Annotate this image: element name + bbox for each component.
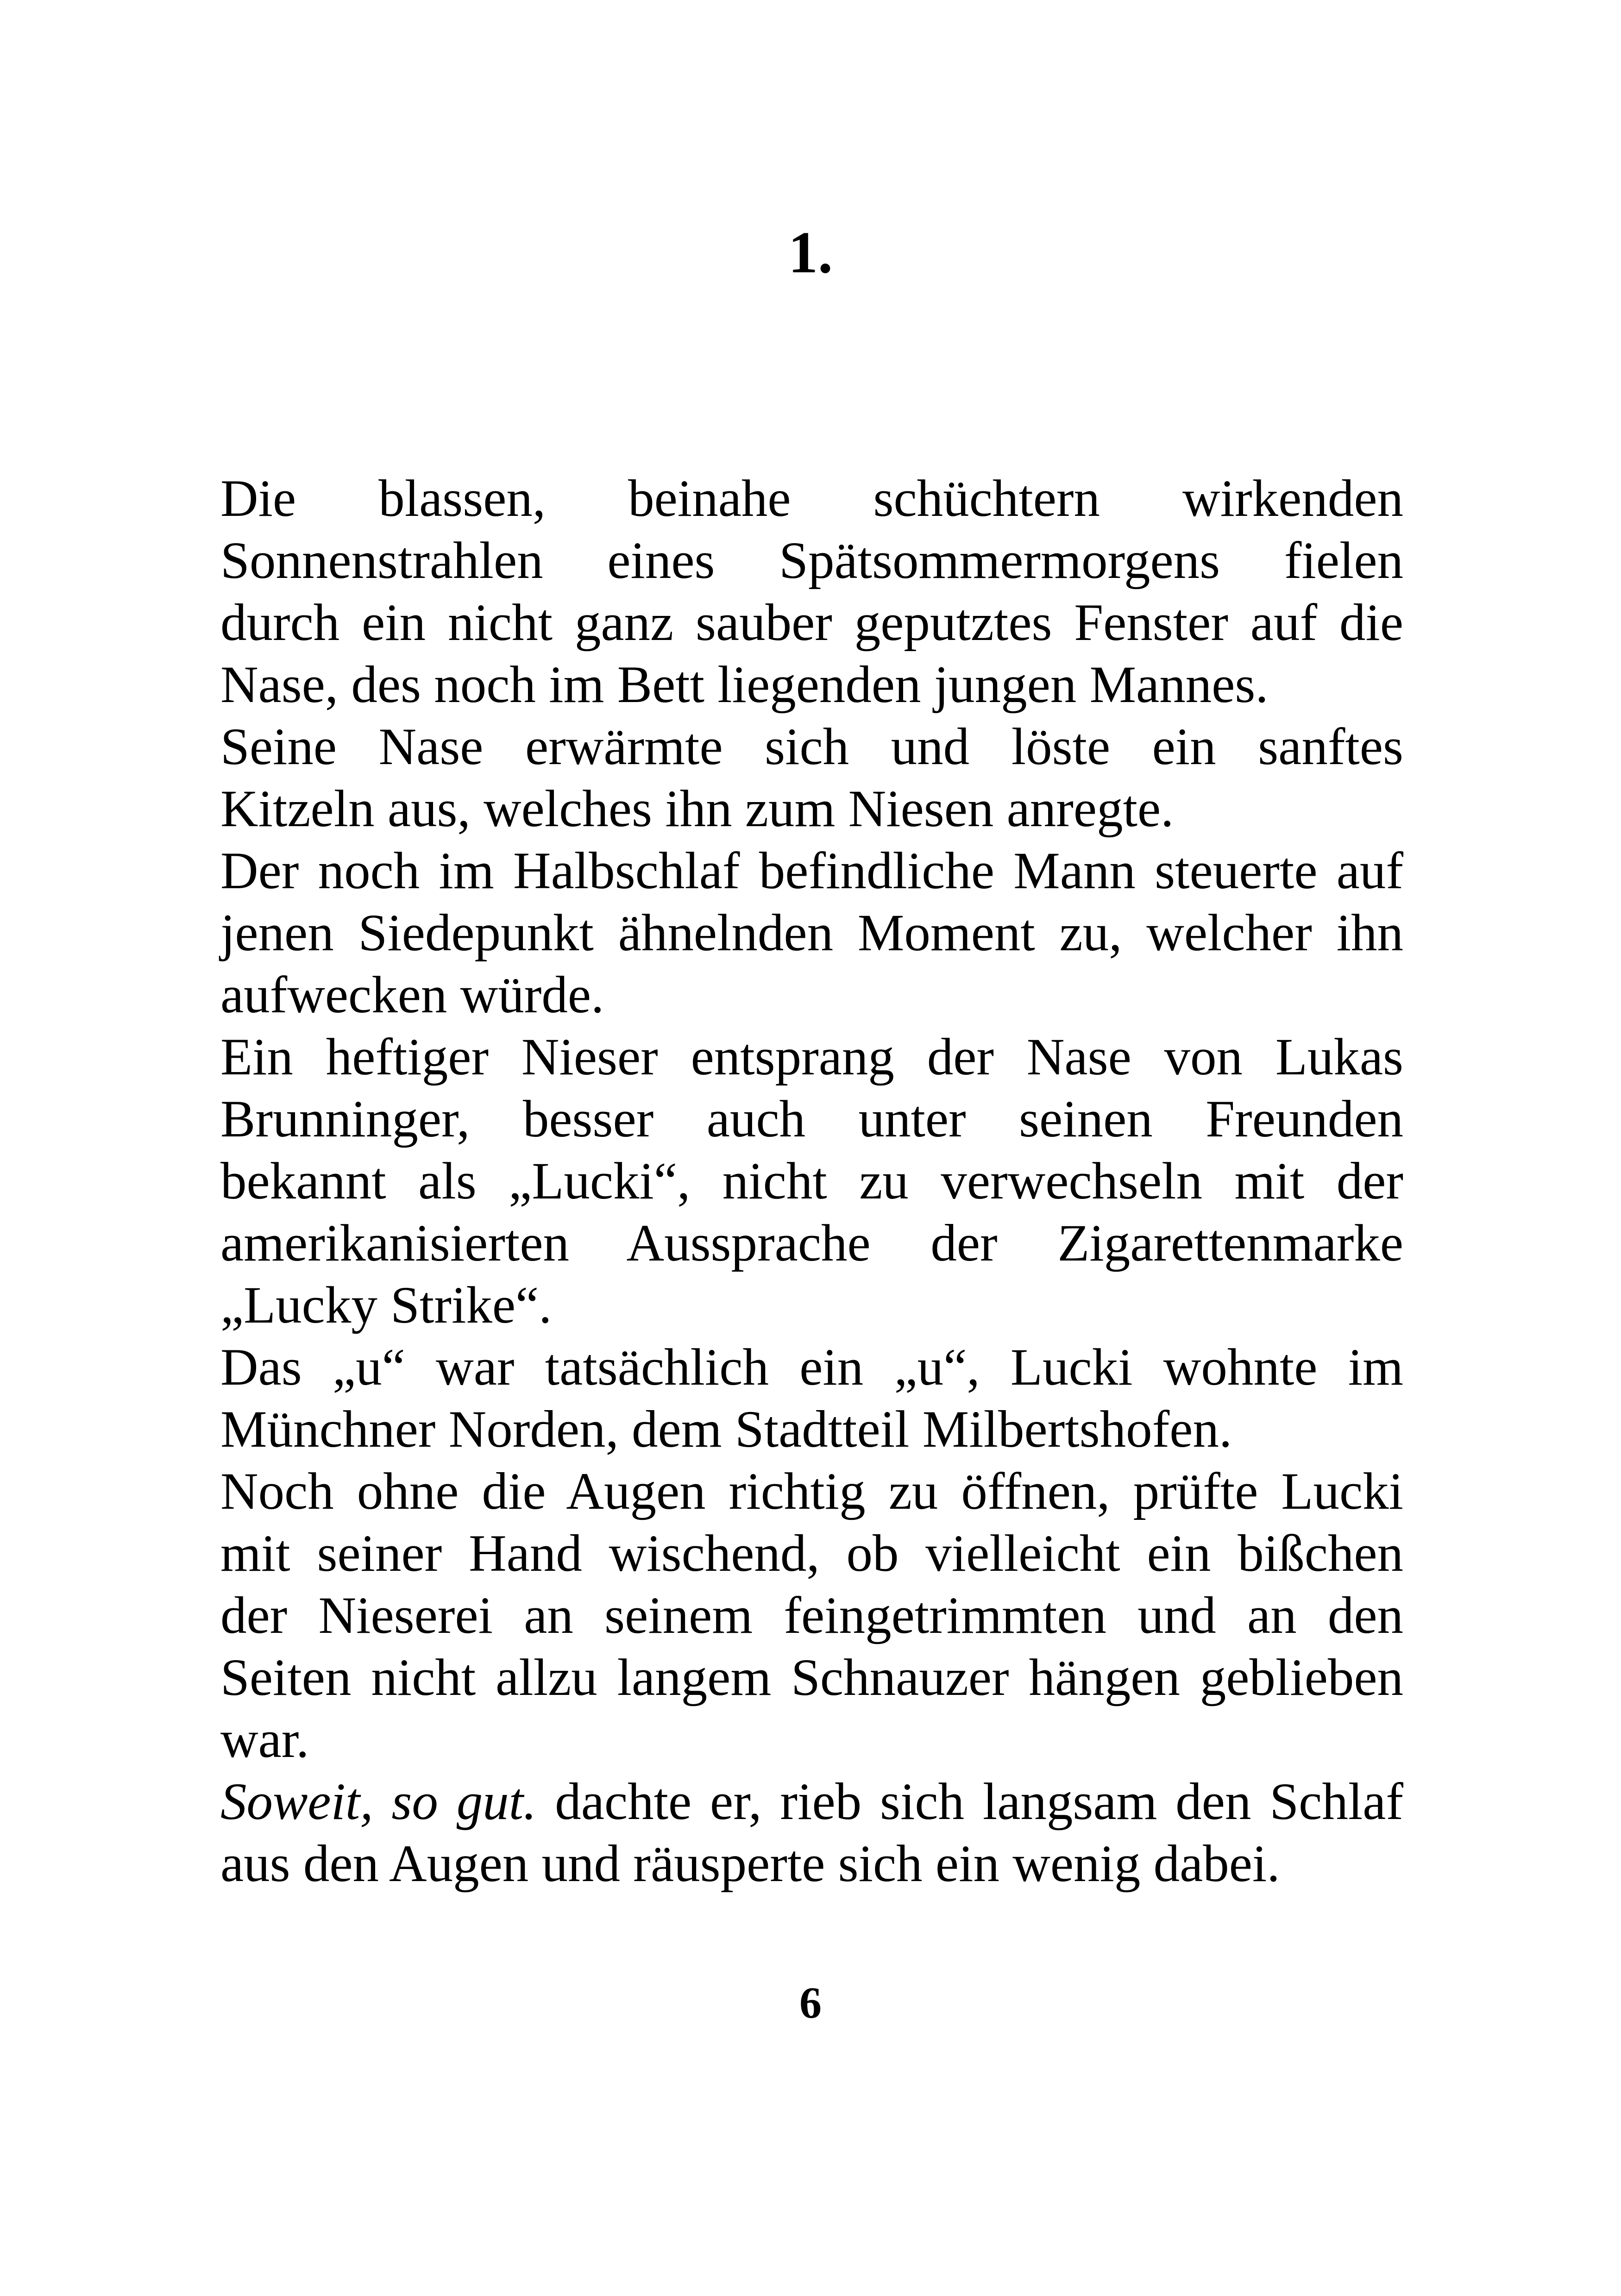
text-line: Kitzeln aus, welches ihn zum Niesen anregte. [220, 780, 1174, 838]
text-line: der Nieserei an seinem feingetrimmten und an den [220, 1587, 1403, 1644]
text-line: bekannt als „Lucki“, nicht zu verwechseln mit der [220, 1152, 1403, 1210]
text-line: Seine Nase erwärmte sich und löste ein sanftes [220, 718, 1403, 776]
text-line: war. [220, 1711, 309, 1769]
paragraph-6 [220, 1461, 1403, 1771]
italic-thought: Soweit, so gut. [220, 1773, 537, 1831]
text-line: Das „u“ war tatsächlich ein „u“, Lucki wohnte im [220, 1338, 1403, 1396]
text-line: mit seiner Hand wischend, ob vielleicht ein bißchen [220, 1524, 1403, 1582]
text-line: Noch ohne die Augen richtig zu öffnen, prüfte Lucki [220, 1462, 1403, 1520]
text-line: Seiten nicht allzu langem Schnauzer hängen geblieben [220, 1649, 1403, 1706]
text-line: amerikanisierten Aussprache der Zigarettenmarke [220, 1214, 1403, 1272]
text-line-rest: dachte er, rieb sich langsam den Schlaf [536, 1773, 1404, 1831]
text-line: aus den Augen und räusperte sich ein wenig dabei. [220, 1835, 1280, 1893]
body-text [220, 468, 1403, 1895]
text-line-mixed [220, 1771, 1403, 1833]
chapter-number: 1. [788, 220, 833, 285]
paragraph-4 [220, 1026, 1403, 1336]
text-line: Der noch im Halbschlaf befindliche Mann steuerte auf [220, 842, 1403, 900]
text-line: Die blassen, beinahe schüchtern wirkenden [220, 470, 1403, 527]
paragraph-5 [220, 1336, 1403, 1461]
paragraph-2 [220, 716, 1403, 840]
text-line: Sonnenstrahlen eines Spätsommermorgens fielen [220, 532, 1403, 590]
paragraph-7 [220, 1771, 1403, 1895]
text-line: Münchner Norden, dem Stadtteil Milbertshofen. [220, 1400, 1232, 1458]
page-number: 6 [799, 1978, 822, 2027]
text-line: aufwecken würde. [220, 966, 604, 1024]
paragraph-3 [220, 840, 1403, 1026]
text-line: Nase, des noch im Bett liegenden jungen Mannes. [220, 656, 1269, 714]
text-line: Ein heftiger Nieser entsprang der Nase von Lukas [220, 1028, 1403, 1086]
text-line: „Lucky Strike“. [220, 1276, 552, 1334]
paragraph-1 [220, 468, 1403, 716]
text-line: jenen Siedepunkt ähnelnden Moment zu, welcher ihn [220, 904, 1403, 962]
text-line: durch ein nicht ganz sauber geputztes Fenster auf die [220, 594, 1403, 652]
text-line: Brunninger, besser auch unter seinen Freunden [220, 1090, 1403, 1148]
